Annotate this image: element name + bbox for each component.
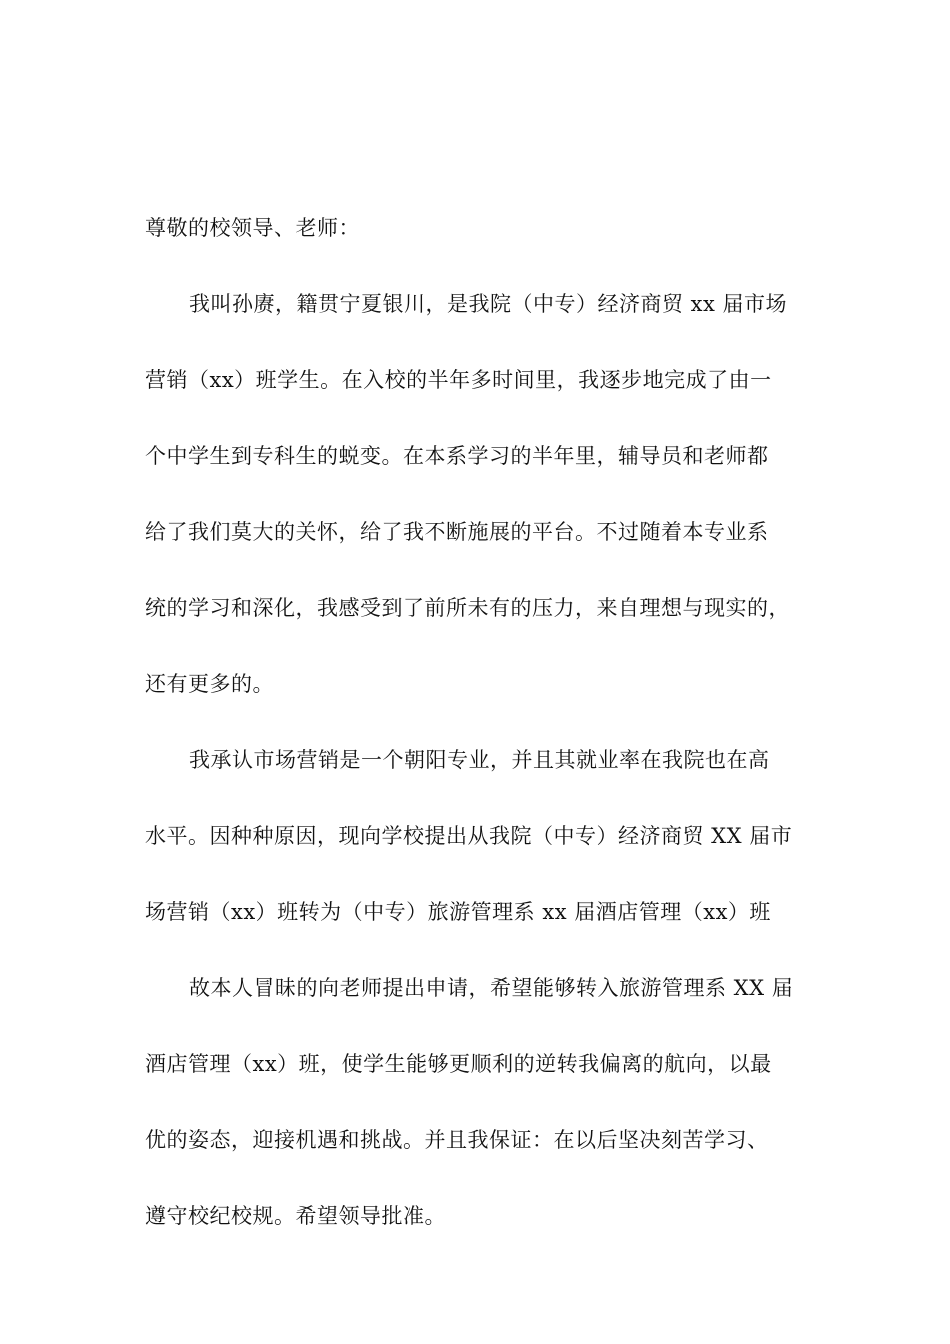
- paragraph-line: 统的学习和深化，我感受到了前所未有的压力，来自理想与现实的，: [145, 596, 790, 620]
- paragraph-line: 我叫孙赓，籍贯宁夏银川，是我院（中专）经济商贸 xx 届市场: [189, 292, 788, 316]
- paragraph-line: 场营销（xx）班转为（中专）旅游管理系 xx 届酒店管理（xx）班: [145, 900, 771, 924]
- paragraph-line: 故本人冒昧的向老师提出申请，希望能够转入旅游管理系 XX 届: [189, 976, 794, 1000]
- paragraph-line: 优的姿态，迎接机遇和挑战。并且我保证：在以后坚决刻苦学习、: [145, 1128, 769, 1152]
- paragraph-line: 遵守校纪校规。希望领导批准。: [145, 1204, 446, 1228]
- paragraph-line: 酒店管理（xx）班，使学生能够更顺利的逆转我偏离的航向，以最: [145, 1052, 772, 1076]
- paragraph-line: 水平。因种种原因，现向学校提出从我院（中专）经济商贸 XX 届市: [145, 824, 793, 848]
- salutation: 尊敬的校领导、老师：: [145, 216, 360, 240]
- paragraph-line: 我承认市场营销是一个朝阳专业，并且其就业率在我院也在高: [189, 748, 770, 772]
- paragraph-line: 还有更多的。: [145, 672, 274, 696]
- paragraph-line: 个中学生到专科生的蜕变。在本系学习的半年里，辅导员和老师都: [145, 444, 769, 468]
- paragraph-line: 给了我们莫大的关怀，给了我不断施展的平台。不过随着本专业系: [145, 520, 769, 544]
- paragraph-line: 营销（xx）班学生。在入校的半年多时间里，我逐步地完成了由一: [145, 368, 772, 392]
